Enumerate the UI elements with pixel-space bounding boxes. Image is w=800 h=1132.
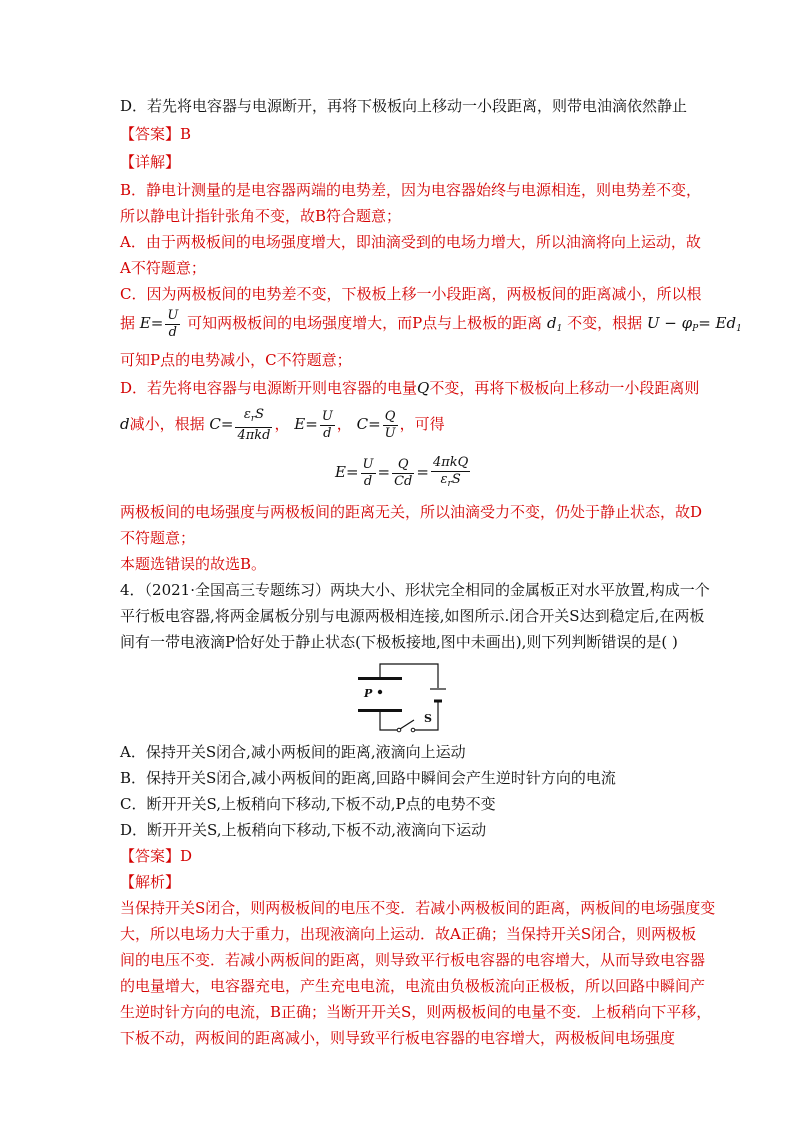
- text-segment: 不变，再将下极板向上移动一小段距离则: [429, 379, 700, 397]
- question-4-text: 平行板电容器,将两金属板分别与电源两极相连接,如图所示.闭合开关S达到稳定后,在两板: [120, 607, 705, 625]
- equals-sign: =: [368, 415, 381, 433]
- text-segment: 不变，根据: [567, 314, 643, 332]
- switch-blade: [400, 720, 414, 729]
- option-d: D．断开开关S,上板稍向下移动,下板不动,液滴向下运动: [120, 821, 487, 839]
- analysis-line: 间的电压不变．若减小两板间的距离，则导致平行板电容器的电容增大，从而导致电容器: [120, 951, 706, 969]
- numerator: [235, 407, 272, 428]
- equals-sign: =: [305, 415, 318, 433]
- symbol-e: E: [294, 415, 306, 433]
- equals-sign: =: [150, 314, 164, 332]
- symbol-d: d: [120, 415, 130, 433]
- fraction: [361, 457, 376, 490]
- explanation-line: A．由于两极板间的电场强度增大，即油滴受到的电场力增大，所以油滴将向上运动，故: [120, 233, 701, 251]
- explanation-line: 所以静电计指针张角不变，故B符合题意；: [120, 207, 402, 225]
- symbol-c: C: [356, 415, 369, 433]
- explanation-line: 两极板间的电场强度与两极板间的距离无关，所以油滴受力不变，仍处于静止状态，故D: [120, 503, 703, 521]
- expr: U − φ: [646, 314, 693, 332]
- explanation-line-formula: [120, 306, 742, 340]
- option-d-text: D．若先将电容器与电源断开，再将下极板向上移动一小段距离，则带电油滴依然静止: [120, 97, 688, 115]
- upper-plate: [358, 677, 402, 680]
- explanation-line: 本题选错误的故选B。: [120, 555, 267, 573]
- explanation-line: 可知P点的电势减小，C不符题意；: [120, 351, 352, 369]
- fraction: [383, 409, 398, 442]
- charged-droplet: [378, 690, 382, 694]
- denominator: U: [384, 425, 396, 441]
- analysis-line: 生逆时针方向的电流，B正确；当断开开关S，则两极板间的电量不变．上板稍向下平移，: [120, 1003, 712, 1021]
- analysis-line: 大，所以电场力大于重力，出现液滴向上运动．故A正确；当保持开关S闭合，则两极板: [120, 925, 697, 943]
- centered-formula: [335, 452, 472, 492]
- formula-e-equals-u-over-d: [139, 307, 187, 340]
- switch-label: S: [424, 712, 432, 725]
- numerator: Q: [392, 457, 414, 474]
- symbol-epsilon: ε: [243, 406, 251, 422]
- answer-label: 【答案】D: [120, 847, 193, 865]
- subscript: 1: [736, 324, 742, 334]
- subscript: r: [250, 413, 256, 424]
- explanation-line: 不符题意；: [120, 529, 196, 547]
- text-segment: ，可得: [399, 415, 445, 433]
- denominator: [431, 472, 470, 492]
- text-segment: 据: [120, 314, 136, 332]
- numerator: 4πkQ: [432, 454, 469, 470]
- explanation-line: B．静电计测量的是电容器两端的电势差，因为电容器始终与电源相连，则电势差不变，: [120, 181, 702, 199]
- symbol-s: S: [451, 471, 461, 487]
- denominator: Cd: [394, 473, 413, 489]
- option-a: A．保持开关S闭合,减小两板间的距离,液滴向上运动: [120, 743, 466, 761]
- fraction: [165, 308, 180, 341]
- equals-sign: =: [220, 415, 234, 433]
- switch-terminal: [411, 728, 415, 732]
- wire-top: [380, 664, 438, 688]
- symbol-c: C: [209, 415, 221, 433]
- fraction: [431, 455, 470, 492]
- symbol-q: Q: [417, 379, 430, 397]
- comma: ，: [336, 415, 352, 433]
- numerator: U: [321, 408, 333, 424]
- analysis-line: 当保持开关S闭合，则两极板间的电压不变．若减小两极板间的距离，两板间的电场强度变: [120, 899, 716, 917]
- answer-label: 【答案】B: [120, 125, 192, 143]
- numerator: Q: [383, 409, 398, 426]
- analysis-line: 下板不动，两板间的距离减小，则导致平行板电容器的电容增大，两极板间电场强度: [120, 1029, 676, 1047]
- symbol-e: E: [139, 314, 151, 332]
- fraction: [320, 409, 335, 442]
- wire-bottom: [380, 712, 398, 730]
- text-segment: 可知两极板间的电场强度增大，而P点与上极板的距离: [187, 314, 543, 332]
- numerator: U: [362, 456, 374, 472]
- lower-plate: [358, 709, 402, 712]
- formula-capacitance: [209, 406, 274, 443]
- subscript: 1: [556, 324, 563, 334]
- numerator: U: [167, 307, 179, 323]
- expr: = Ed: [698, 314, 737, 332]
- analysis-label: 【解析】: [120, 873, 181, 891]
- equals-sign: =: [345, 463, 359, 481]
- denominator: 4πkd: [237, 427, 271, 443]
- fraction: [235, 407, 272, 444]
- explanation-line-formulas: [120, 404, 445, 444]
- explanation-line: C．因为两极板间的电势差不变，下极板上移一小段距离，两极板间的距离减小，所以根: [120, 285, 702, 303]
- symbol-e: E: [335, 463, 346, 481]
- fraction: [392, 457, 414, 490]
- equals-sign: =: [416, 463, 429, 481]
- droplet-label: P: [364, 687, 373, 700]
- option-c: C．断开开关S,上板稍向下移动,下板不动,P点的电势不变: [120, 795, 496, 813]
- subscript: r: [447, 478, 452, 489]
- denominator: d: [323, 425, 332, 441]
- explanation-line: A不符题意；: [120, 259, 206, 277]
- denominator: d: [168, 324, 177, 340]
- symbol-epsilon: ε: [440, 471, 448, 487]
- text-segment: D．若先将电容器与电源断开则电容器的电量: [120, 379, 418, 397]
- formula-c-equals-q-over-u: [356, 408, 400, 441]
- formula-u-minus-phi: [647, 314, 742, 332]
- subscript: P: [692, 324, 699, 334]
- explanation-line: [120, 378, 699, 398]
- symbol-d1: [547, 314, 562, 332]
- analysis-line: 的电量增大，电容器充电，产生充电电流，电流由负极板流向正极板，所以回路中瞬间产: [120, 977, 706, 995]
- denominator: d: [363, 473, 373, 489]
- symbol-s: S: [255, 406, 265, 422]
- comma: ，: [274, 415, 290, 433]
- detail-label: 【详解】: [120, 153, 181, 171]
- question-4-text: 4．（2021·全国高三专题练习）两块大小、形状完全相同的金属板正对水平放置,构成一个: [120, 581, 710, 599]
- symbol-d: d: [546, 314, 557, 332]
- text-segment: 减小，根据: [129, 415, 205, 433]
- capacitor-circuit-diagram: [350, 660, 460, 738]
- equals-sign: =: [377, 463, 391, 481]
- formula-field-strength: [335, 454, 472, 489]
- formula-e-equals-u-over-d: [294, 408, 337, 441]
- option-b: B．保持开关S闭合,减小两板间的距离,回路中瞬间会产生逆时针方向的电流: [120, 769, 616, 787]
- question-4-text: 间有一带电液滴P恰好处于静止状态(下极板接地,图中未画出),则下列判断错误的是( ): [120, 633, 678, 651]
